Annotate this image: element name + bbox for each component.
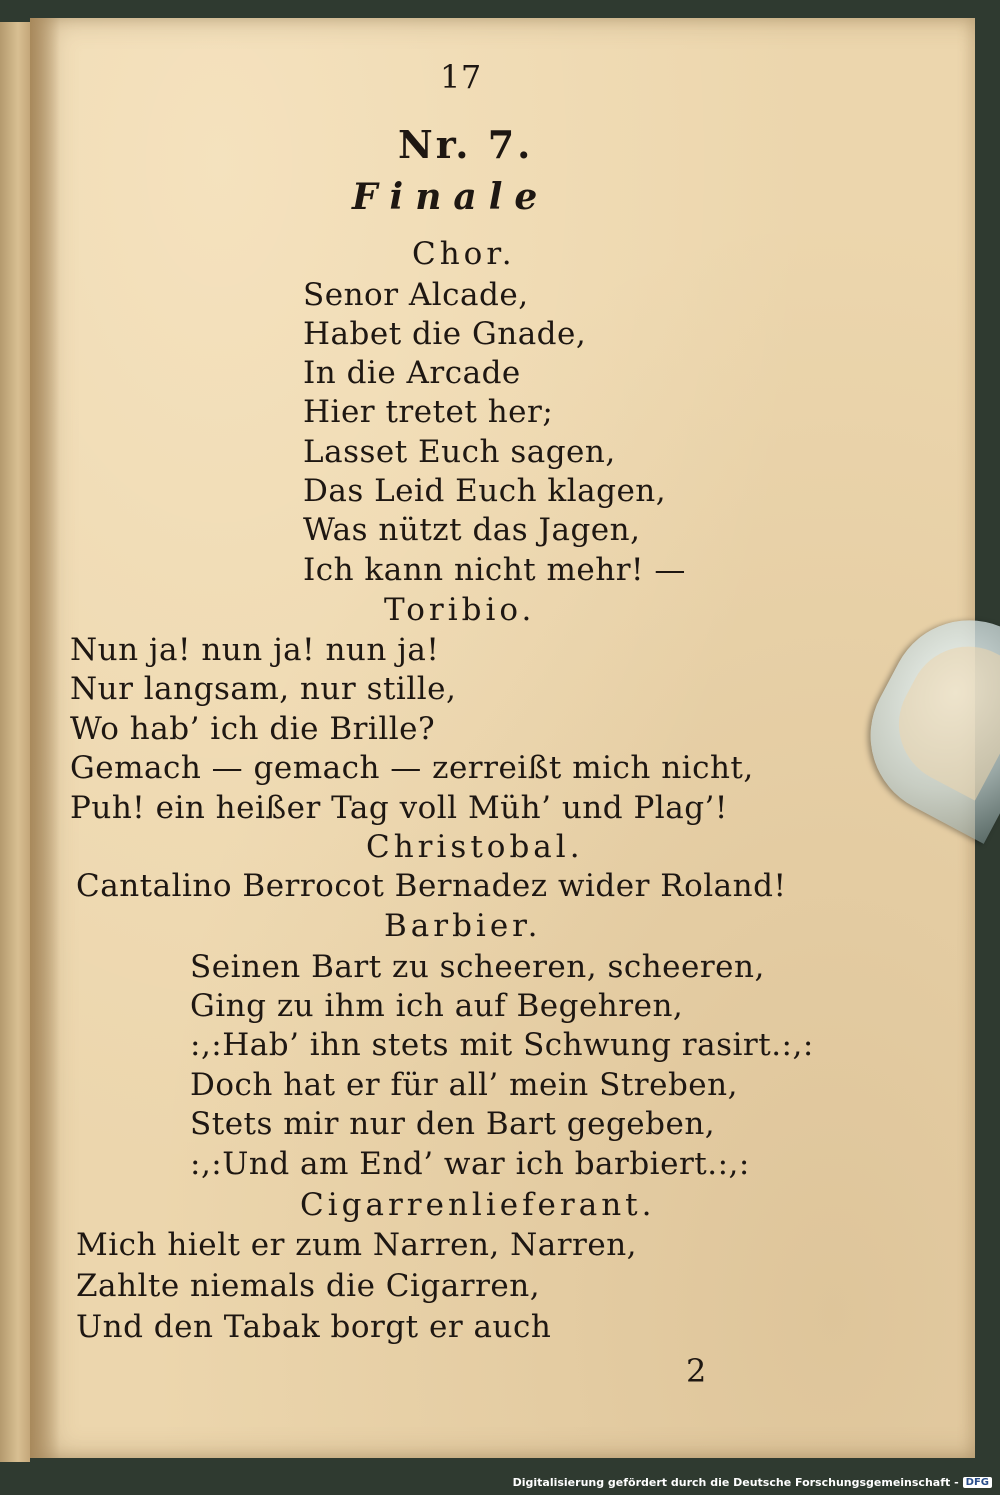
section-title: Finale — [352, 176, 550, 218]
book-edge — [0, 22, 30, 1462]
dfg-logo: DFG — [963, 1477, 992, 1488]
verse-line: Mich hielt er zum Narren, Narren, — [76, 1227, 638, 1263]
verse-line: Gemach — gemach — zerreißt mich nicht, — [70, 750, 754, 786]
verse-line: Zahlte niemals die Cigarren, — [76, 1268, 541, 1304]
verse-line: Nun ja! nun ja! nun ja! — [70, 632, 440, 668]
page-number: 17 — [440, 58, 482, 96]
verse-line: Das Leid Euch klagen, — [303, 473, 667, 509]
verse-line: :,:Hab’ ihn stets mit Schwung rasirt.:,: — [190, 1027, 814, 1063]
speaker-barbier: Barbier. — [384, 908, 542, 944]
speaker-toribio: Toribio. — [384, 592, 536, 628]
digitization-credit — [513, 1476, 992, 1489]
verse-line: Was nützt das Jagen, — [303, 512, 641, 548]
verse-line: Doch hat er für all’ mein Streben, — [190, 1067, 738, 1103]
verse-line: Cantalino Berrocot Bernadez wider Roland! — [76, 868, 787, 904]
page-binding-shadow — [30, 18, 60, 1458]
verse-line: In die Arcade — [303, 355, 521, 391]
verse-line: Und den Tabak borgt er auch — [76, 1309, 552, 1345]
verse-line: Hier tretet her; — [303, 394, 554, 430]
verse-line: Habet die Gnade, — [303, 316, 587, 352]
verse-line: Stets mir nur den Bart gegeben, — [190, 1106, 716, 1142]
verse-line: Puh! ein heißer Tag voll Müh’ und Plag’! — [70, 790, 728, 826]
verse-line: Seinen Bart zu scheeren, scheeren, — [190, 949, 765, 985]
verse-line: Senor Alcade, — [303, 277, 529, 313]
section-number: Nr. 7. — [398, 122, 534, 167]
verse-line: Ich kann nicht mehr! — — [303, 552, 686, 588]
credit-text: Digitalisierung gefördert durch die Deutsche Forschungsgemeinschaft - — [512, 1476, 959, 1489]
verse-line: Ging zu ihm ich auf Begehren, — [190, 988, 684, 1024]
speaker-cigarrenlieferant: Cigarrenlieferant. — [300, 1187, 656, 1223]
speaker-chor: Chor. — [412, 236, 516, 272]
verse-line: :,:Und am End’ war ich barbiert.:,: — [190, 1146, 750, 1182]
verse-line: Nur langsam, nur stille, — [70, 671, 457, 707]
verse-line: Lasset Euch sagen, — [303, 434, 616, 470]
verse-line: Wo hab’ ich die Brille? — [70, 711, 436, 747]
sheet-signature-mark: 2 — [686, 1352, 707, 1390]
speaker-christobal: Christobal. — [366, 829, 584, 865]
